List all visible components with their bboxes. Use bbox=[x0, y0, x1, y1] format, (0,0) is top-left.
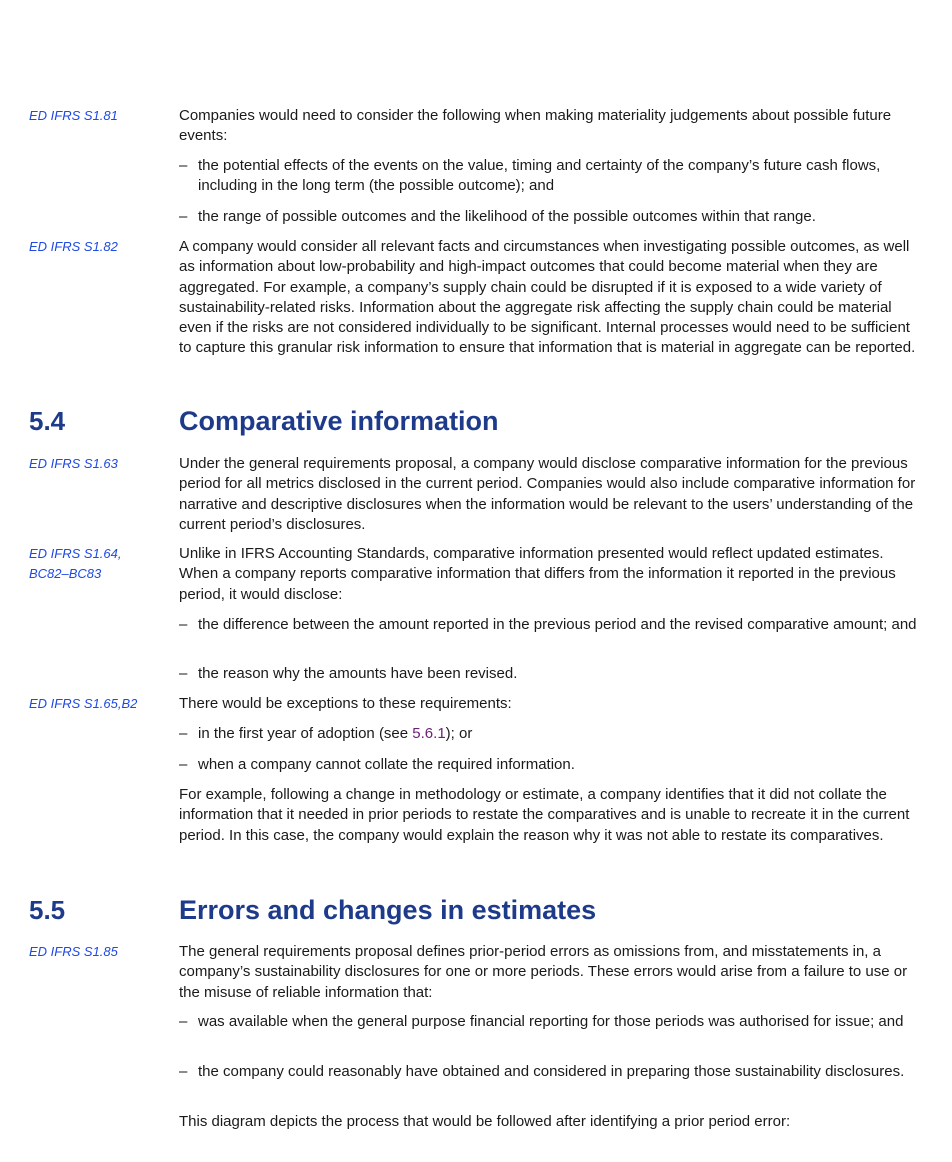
paragraph: This diagram depicts the process that would be followed after identifying a prior period error: bbox=[179, 1113, 791, 1130]
list-item-text: the range of possible outcomes and the likelihood of the possible outcomes within that range. bbox=[198, 208, 816, 225]
margin-reference-line: BC82–BC83 bbox=[29, 566, 102, 581]
dash-bullet: – bbox=[179, 616, 188, 633]
list-item-text: when a company cannot collate the required information. bbox=[198, 756, 575, 773]
list-item-text: was available when the general purpose financial reporting for those periods was authorised for issue; and bbox=[198, 1013, 904, 1030]
list-item-text: the difference between the amount reported in the previous period and the revised comparative amount; and bbox=[198, 616, 917, 633]
list-item-text-part: ); or bbox=[445, 725, 473, 742]
paragraph: There would be exceptions to these requirements: bbox=[179, 695, 512, 712]
section-title: Comparative information bbox=[179, 406, 499, 436]
margin-reference bbox=[29, 544, 169, 584]
margin-reference: ED IFRS S1.81 bbox=[29, 108, 118, 123]
dash-bullet: – bbox=[179, 1013, 188, 1030]
section-title: Errors and changes in estimates bbox=[179, 895, 597, 925]
list-item-text-part: in the first year of adoption (see bbox=[198, 725, 413, 742]
paragraph: Under the general requirements proposal, a company would disclose comparative information for the previous period for all metrics disclosed in the current period. Companies would also include comparative information for narrative and descriptive disclosures when the information would be relevant to the users’ understanding of the current period’s disclosures. bbox=[179, 455, 916, 533]
list-item bbox=[179, 1012, 921, 1032]
list-item-text: the company could reasonably have obtained and considered in preparing those sustainability disclosures. bbox=[198, 1063, 905, 1080]
margin-reference: ED IFRS S1.82 bbox=[29, 239, 118, 254]
list-item bbox=[179, 724, 921, 744]
list-item bbox=[179, 1062, 921, 1082]
paragraph: The general requirements proposal defines prior-period errors as omissions from, and misstatements in, a company’s sustainability disclosures for one or more periods. These errors would arise from a failure to use or the misuse of reliable information that: bbox=[179, 943, 908, 1001]
paragraph: Unlike in IFRS Accounting Standards, comparative information presented would reflect updated estimates. When a company reports comparative information that differs from the information it reported in the previous period, it would disclose: bbox=[179, 545, 896, 603]
paragraph: For example, following a change in methodology or estimate, a company identifies that it did not collate the information that it needed in prior periods to restate the comparatives and is unable to recreate it in the current period. In this case, the company would explain the reason why it was not able to restate its comparatives. bbox=[179, 786, 910, 844]
dash-bullet: – bbox=[179, 1063, 188, 1080]
list-item-text: the reason why the amounts have been revised. bbox=[198, 665, 518, 682]
list-item bbox=[179, 615, 921, 635]
section-number: 5.5 bbox=[29, 895, 66, 925]
dash-bullet: – bbox=[179, 208, 188, 225]
list-item-text bbox=[198, 725, 472, 742]
dash-bullet: – bbox=[179, 665, 188, 682]
margin-reference: ED IFRS S1.63 bbox=[29, 456, 118, 471]
dash-bullet: – bbox=[179, 756, 188, 773]
margin-reference-line: ED IFRS S1.64, bbox=[29, 546, 122, 561]
list-item-text: the potential effects of the events on the value, timing and certainty of the company’s future cash flows, including in the long term (the possible outcome); and bbox=[198, 157, 881, 195]
cross-reference-link[interactable]: 5.6.1 bbox=[412, 725, 446, 742]
section-number: 5.4 bbox=[29, 406, 66, 436]
list-item bbox=[179, 207, 921, 227]
paragraph: Companies would need to consider the following when making materiality judgements about possible future events: bbox=[179, 107, 892, 145]
margin-reference: ED IFRS S1.65,B2 bbox=[29, 696, 138, 711]
margin-reference: ED IFRS S1.85 bbox=[29, 944, 118, 959]
list-item bbox=[179, 755, 921, 775]
paragraph: A company would consider all relevant facts and circumstances when investigating possible outcomes, as well as information about low-probability and high-impact outcomes that could become material when they are aggregated. For example, a company’s supply chain could be disrupted if it is exposed to a wide variety of sustainability-related risks. Information about the aggregate risk affecting the supply chain could be material even if the risks are not considered individually to be significant. Internal processes would need to be sufficient to capture this granular risk information to ensure that information that is material in aggregate can be reported. bbox=[179, 238, 916, 357]
dash-bullet: – bbox=[179, 725, 188, 742]
list-item bbox=[179, 156, 921, 197]
dash-bullet: – bbox=[179, 157, 188, 174]
list-item bbox=[179, 664, 921, 684]
